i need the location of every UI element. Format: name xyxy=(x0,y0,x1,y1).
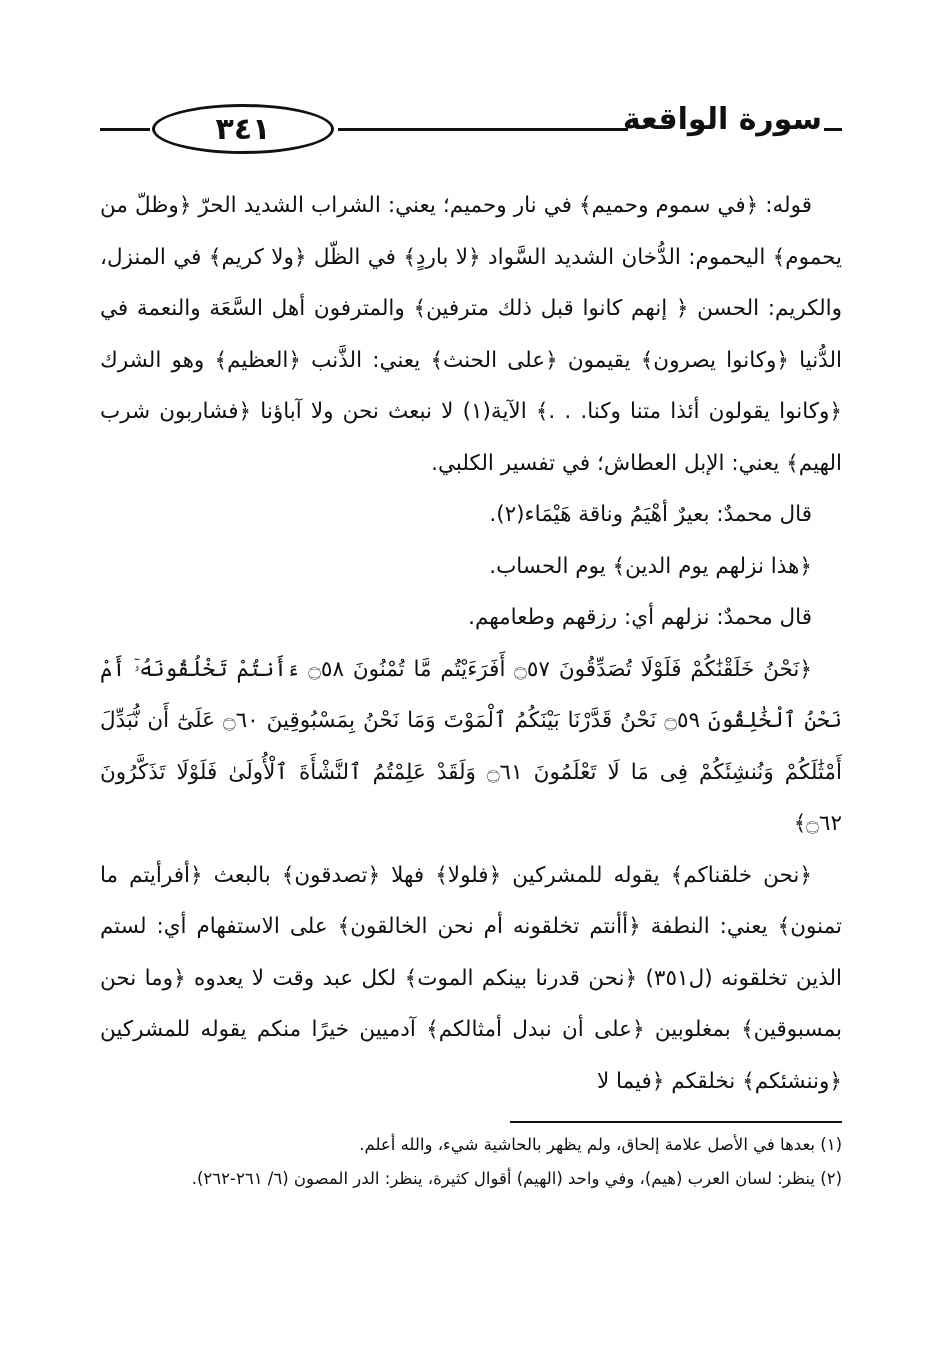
paragraph-commentary-2: ﴿نحن خلقناكم﴾ يقوله للمشركين ﴿فلولا﴾ فهلا ﴿تصدقون﴾ بالبعث ﴿أفرأيتم ما تمنون﴾ يعني: النطفة ﴿أأنتم تخلقونه أم نحن الخالقون﴾ على الاستفهام أي: لستم الذين تخلقونه (ل٣٥١) ﴿نحن قدرنا بينكم الموت﴾ لكل عبد وقت لا يعدوه ﴿وما نحن بمسبوقين﴾ بمغلوبين ﴿على أن نبدل أمثالكم﴾ آدميين خيرًا منكم يقوله للمشركين ﴿وننشئكم﴾ نخلقكم ﴿فيما لا xyxy=(100,862,842,1094)
footnote-separator xyxy=(510,1121,842,1123)
footnote-2: (٢) ينظر: لسان العرب (هيم)، وفي واحد (الهيم) أقوال كثيرة، ينظر: الدر المصون (٦/ ٢٦١-٢٦٢). xyxy=(191,1169,842,1188)
main-text xyxy=(100,180,842,1107)
footnote-1: (١) بعدها في الأصل علامة إلحاق، ولم يظهر بالحاشية شيء، والله أعلم. xyxy=(359,1135,842,1154)
page-number: ٣٤١ xyxy=(152,104,334,154)
paragraph-grammar-note-1: قال محمدٌ: بعيرٌ أهْيَمُ وناقة هَيْمَاء(٢). xyxy=(489,502,812,527)
paragraph-verse-explanation: ﴿هذا نزلهم يوم الدين﴾ يوم الحساب. xyxy=(489,553,812,579)
footnotes xyxy=(100,1128,842,1196)
header-rule-left xyxy=(100,128,150,131)
surah-title: سورة الواقعة xyxy=(622,102,822,137)
header-rule-right xyxy=(824,128,842,131)
paragraph-commentary-1: قوله: ﴿في سموم وحميم﴾ في نار وحميم؛ يعني: الشراب الشديد الحرّ ﴿وظلّ من يحموم﴾ اليحموم: الدُّخان الشديد السَّواد ﴿لا باردٍ﴾ في الظّل ﴿ولا كريم﴾ في المنزل، والكريم: الحسن ﴿ إنهم كانوا قبل ذلك مترفين﴾ والمترفون أهل السَّعَة والنعمة في الدُّنيا ﴿وكانوا يصرون﴾ يقيمون ﴿على الحنث﴾ يعني: الذَّنب ﴿العظيم﴾ وهو الشرك ﴿وكانوا يقولون أئذا متنا وكنا. . .﴾ الآية(١) لا نبعث نحن ولا آباؤنا ﴿فشاربون شرب الهيم﴾ يعني: الإبل العطاش؛ في تفسير الكلبي. xyxy=(100,193,842,476)
quran-verses-block: ﴿نَحْنُ خَلَقْنَٰكُمْ فَلَوْلَا تُصَدِّقُونَ ۝٥٧ أَفَرَءَيْتُم مَّا تُمْنُونَ ۝٥٨ ءَأَنتُمْ تَخْلُقُونَهُۥٓ أَمْ نَحْنُ ٱلْخَٰلِقُونَ ۝٥٩ نَحْنُ قَدَّرْنَا بَيْنَكُمُ ٱلْمَوْتَ وَمَا نَحْنُ بِمَسْبُوقِينَ ۝٦٠ عَلَىٰٓ أَن نُّبَدِّلَ أَمْثَٰلَكُمْ وَنُنشِئَكُمْ فِى مَا لَا تَعْلَمُونَ ۝٦١ وَلَقَدْ عَلِمْتُمُ ٱلنَّشْأَةَ ٱلْأُولَىٰ فَلَوْلَا تَذَكَّرُونَ ۝٦٢﴾ xyxy=(100,656,842,836)
header-rule-middle xyxy=(338,128,628,131)
page-header xyxy=(100,96,842,160)
paragraph-grammar-note-2: قال محمدٌ: نزلهم أي: رزقهم وطعامهم. xyxy=(468,605,812,630)
